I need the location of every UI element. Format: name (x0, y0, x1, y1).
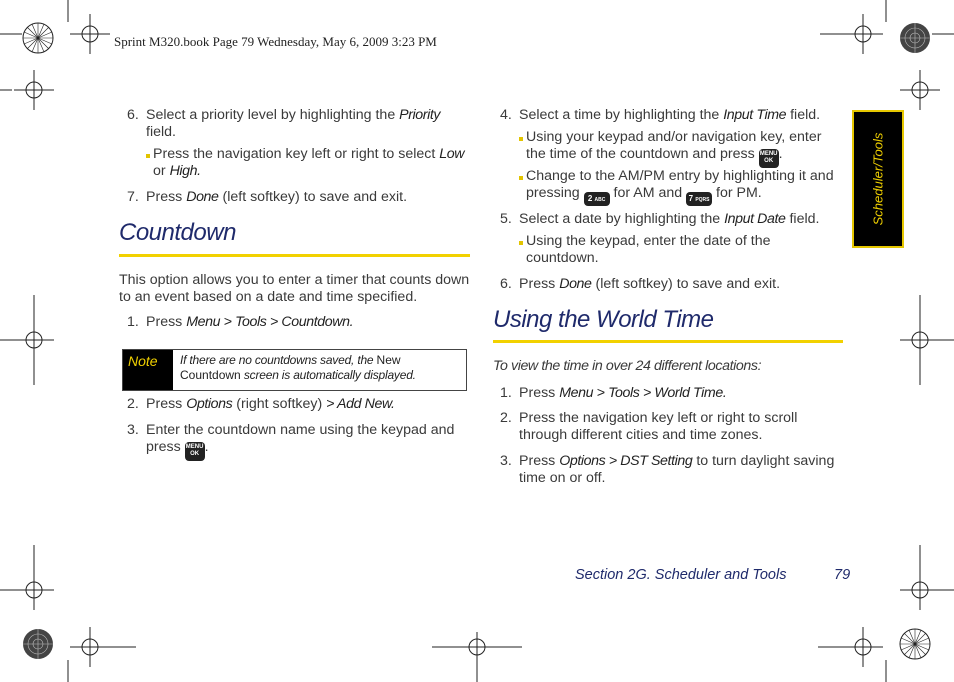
intro-paragraph: To view the time in over 24 different locations: (493, 358, 762, 374)
two-key-icon: 2 ABC (584, 192, 610, 206)
step-number: 2. (500, 410, 512, 426)
note-box (122, 349, 467, 391)
section-heading: Countdown (119, 219, 236, 246)
bullet-text: Press the navigation key left or right to select Low or High. (153, 146, 465, 179)
step-number: 3. (127, 422, 139, 438)
step-text: Press the navigation key left or right to scroll through different cities and time zones. (519, 410, 798, 443)
bullet-icon (519, 241, 523, 245)
menu-ok-key-icon: MENU OK (759, 149, 779, 168)
bullet-text: Change to the AM/PM entry by highlighting it and pressing 2 ABC for AM and 7 PQRS for PM. (526, 168, 844, 206)
step-text: Press Options > DST Setting to turn daylight saving time on or off. (519, 453, 835, 486)
step-number: 4. (500, 107, 512, 123)
bullet-text: Using your keypad and/or navigation key, enter the time of the countdown and press MENU OK . (526, 129, 842, 168)
note-label-box (123, 350, 173, 390)
step-number: 5. (500, 211, 512, 227)
note-text: If there are no countdowns saved, the New Countdown screen is automatically displayed. (180, 353, 416, 382)
intro-paragraph: This option allows you to enter a timer that counts down to an event based on a date and time specified. (119, 272, 470, 305)
bullet-icon (519, 137, 523, 141)
step-text: Press Menu > Tools > World Time. (519, 385, 727, 401)
section-heading: Using the World Time (493, 306, 714, 333)
bullet-icon (146, 154, 150, 158)
bullet-icon (519, 176, 523, 180)
page-number: 79 (834, 567, 851, 583)
side-tab (852, 110, 904, 248)
step-number: 7. (127, 189, 139, 205)
step-text: Press Done (left softkey) to save and exit. (519, 276, 781, 292)
note-label: Note (128, 353, 158, 369)
heading-rule (493, 340, 843, 343)
step-number: 2. (127, 396, 139, 412)
menu-ok-key-icon: MENU OK (185, 442, 205, 461)
print-header: Sprint M320.book Page 79 Wednesday, May 6, 2009 3:23 PM (114, 34, 437, 49)
step-text: Enter the countdown name using the keypad and press MENU OK . (146, 422, 471, 461)
side-tab-label: Scheduler/Tools (870, 132, 886, 226)
bullet-text: Using the keypad, enter the date of the countdown. (526, 233, 771, 266)
step-text: Press Done (left softkey) to save and exit. (146, 189, 408, 205)
seven-key-icon: 7 PQRS (686, 192, 712, 206)
step-number: 6. (500, 276, 512, 292)
step-text: Select a date by highlighting the Input Date field. (519, 211, 820, 227)
footer-section: Section 2G. Scheduler and Tools (575, 567, 787, 583)
step-text: Press Menu > Tools > Countdown. (146, 314, 354, 330)
step-number: 1. (127, 314, 139, 330)
step-number: 6. (127, 107, 139, 123)
step-number: 1. (500, 385, 512, 401)
step-text: Press Options (right softkey) > Add New. (146, 396, 395, 412)
step-text: Select a time by highlighting the Input Time field. (519, 107, 821, 123)
step-text: Select a priority level by highlighting the Priority field. (146, 107, 441, 140)
heading-rule (119, 254, 470, 257)
step-number: 3. (500, 453, 512, 469)
